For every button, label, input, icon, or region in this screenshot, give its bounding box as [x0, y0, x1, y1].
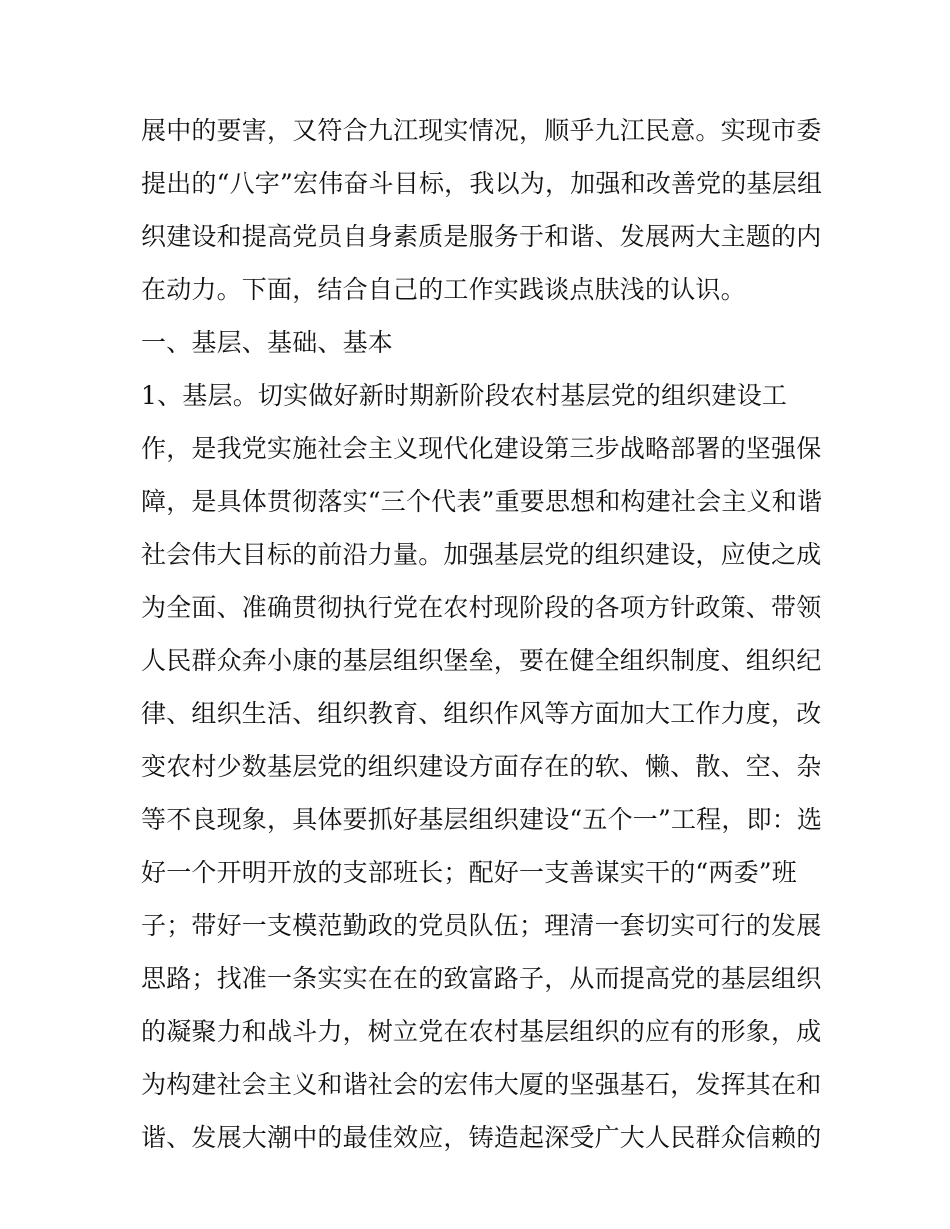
- text-line: 在动力。下面，结合自己的工作实践谈点肤浅的认识。: [141, 275, 746, 304]
- text-line: 谐、发展大潮中的最佳效应，铸造起深受广大人民群众信赖的: [141, 1123, 822, 1152]
- text-line: 好一个开明开放的支部班长；配好一支善谋实干的“两委”班: [141, 858, 797, 887]
- text-line: 变农村少数基层党的组织建设方面存在的软、懒、散、空、杂: [141, 752, 822, 781]
- text-line: 人民群众奔小康的基层组织堡垒，要在健全组织制度、组织纪: [141, 646, 822, 675]
- text-line: 织建设和提高党员自身素质是服务于和谐、发展两大主题的内: [141, 222, 822, 251]
- section-heading: 一、基层、基础、基本: [141, 328, 394, 357]
- text-line: 律、组织生活、组织教育、组织作风等方面加大工作力度，改: [141, 699, 822, 728]
- text-line: 为全面、准确贯彻执行党在农村现阶段的各项方针政策、带领: [141, 593, 822, 622]
- text-line: 的凝聚力和战斗力，树立党在农村基层组织的应有的形象，成: [141, 1017, 822, 1046]
- text-line: 思路；找准一条实实在在的致富路子，从而提高党的基层组织: [141, 964, 822, 993]
- text-line: 作，是我党实施社会主义现代化建设第三步战略部署的坚强保: [141, 434, 822, 463]
- text-line: 障，是具体贯彻落实“三个代表”重要思想和构建社会主义和谐: [141, 487, 823, 516]
- text-line: 1、基层。切实做好新时期新阶段农村基层党的组织建设工: [141, 381, 788, 410]
- text-line: 子；带好一支模范勤政的党员队伍；理清一套切实可行的发展: [141, 911, 822, 940]
- text-line: 提出的“八字”宏伟奋斗目标，我以为，加强和改善党的基层组: [141, 169, 823, 198]
- text-line: 展中的要害，又符合九江现实情况，顺乎九江民意。实现市委: [141, 116, 822, 145]
- text-line: 为构建社会主义和谐社会的宏伟大厦的坚强基石，发挥其在和: [141, 1070, 822, 1099]
- text-line: 社会伟大目标的前沿力量。加强基层党的组织建设，应使之成: [141, 540, 822, 569]
- text-line: 等不良现象，具体要抓好基层组织建设“五个一”工程，即：选: [141, 805, 823, 834]
- body-text: [141, 104, 821, 1164]
